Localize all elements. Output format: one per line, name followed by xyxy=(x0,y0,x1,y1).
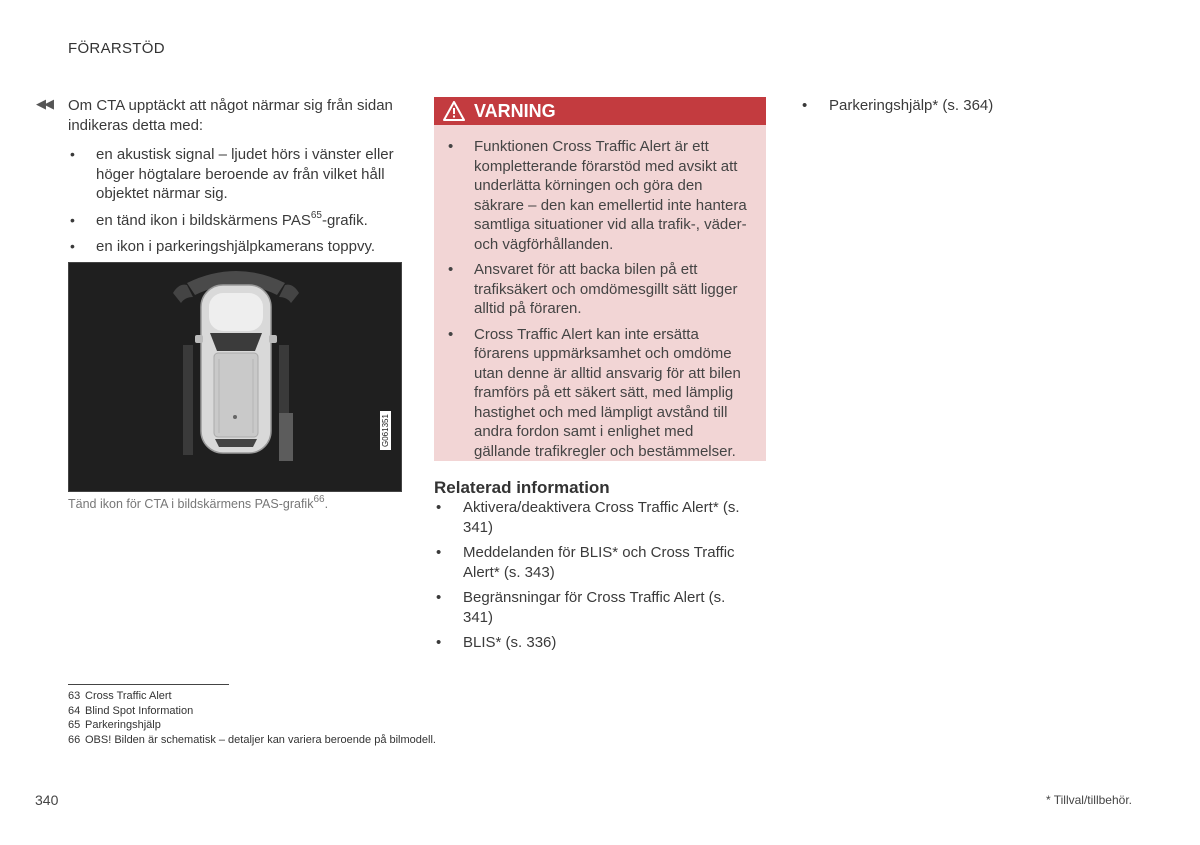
list-item: • en ikon i parkeringshjälpkamerans toppvy. xyxy=(70,238,376,255)
option-note: * Tillval/tillbehör. xyxy=(1045,793,1132,807)
footnote-ref: 66 xyxy=(313,493,325,505)
related-info-list xyxy=(434,498,754,659)
bullet-icon: • xyxy=(70,146,75,162)
car-top-view-icon xyxy=(69,263,402,492)
bullet-icon: • xyxy=(448,325,454,343)
intro-text: Om CTA upptäckt att något närmar sig från sidan indikeras detta med: xyxy=(68,97,393,134)
related-link[interactable]: • Meddelanden för BLIS* och Cross Traffic Alert* (s. 343) xyxy=(436,544,735,581)
image-id: G061351 xyxy=(380,411,391,450)
list-item: • Cross Traffic Alert kan inte ersätta förarens uppmärksamhet och omdöme utan denne är alltid ansvarig för att bilen framförs på ett säkert sätt, med lämplig hastighet och med lämpligt avstånd till andra fordon samt i enlighet med gällande trafikregler och bestämmelser. xyxy=(448,325,741,460)
related-link[interactable]: • Begränsningar för Cross Traffic Alert (s. 341) xyxy=(436,589,726,626)
warning-header xyxy=(434,97,766,125)
footnote-divider xyxy=(68,684,229,685)
column-1 xyxy=(68,96,404,264)
bullet-icon: • xyxy=(436,634,442,651)
footnote-ref: 65 xyxy=(310,209,322,221)
list-item: • Ansvaret för att backa bilen på ett trafiksäkert och omdömesgillt sätt ligger alltid på föraren. xyxy=(448,261,738,317)
warning-box xyxy=(434,97,766,461)
footnote: 64 Blind Spot Information xyxy=(68,704,194,717)
bullet-icon: • xyxy=(436,499,442,516)
list-item: • Funktionen Cross Traffic Alert är ett kompletterande förarstöd med avsikt att underlätta körningen och göra den säkrare – den kan emellertid inte hantera samtliga situationer vid alla trafik-, väder- och vägförhållanden. xyxy=(448,138,747,253)
related-info-heading: Relaterad information xyxy=(434,478,610,497)
bullet-icon: • xyxy=(70,238,75,254)
page-number: 340 xyxy=(35,792,59,808)
list-item: • en tänd ikon i bildskärmens PAS$^{65}$-grafik. xyxy=(70,209,368,229)
bullet-icon: • xyxy=(436,544,442,561)
warning-list xyxy=(434,125,766,461)
bullet-icon: • xyxy=(448,138,454,155)
bullet-icon: • xyxy=(448,261,454,278)
warning-triangle-icon xyxy=(443,101,465,121)
related-link[interactable]: • Parkeringshjälp* (s. 364) xyxy=(802,97,994,114)
footnote: 66 OBS! Bilden är schematisk – detaljer kan variera beroende på bilmodell. xyxy=(68,733,436,746)
indication-list xyxy=(68,145,404,257)
bullet-icon: • xyxy=(802,97,808,114)
figure-caption: Tänd ikon för CTA i bildskärmens PAS-grafik$^{66}$. xyxy=(68,493,329,511)
continuation-marker-icon: ◀◀ xyxy=(36,96,52,111)
related-info-list-continued xyxy=(800,96,1160,116)
related-link[interactable]: • Aktivera/deaktivera Cross Traffic Alert* (s. 341) xyxy=(436,499,740,536)
footnote: 63 Cross Traffic Alert xyxy=(68,690,172,702)
footnotes xyxy=(68,689,436,747)
warning-title: VARNING xyxy=(474,101,556,121)
bullet-icon: • xyxy=(70,211,75,228)
list-item: • en akustisk signal – ljudet hörs i vänster eller höger högtalare beroende av från vilket håll objektet närmar sig. xyxy=(70,146,394,202)
bullet-icon: • xyxy=(436,589,442,606)
section-title: FÖRARSTÖD xyxy=(68,40,165,57)
related-link[interactable]: • BLIS* (s. 336) xyxy=(436,634,557,651)
footnote: 65 Parkeringshjälp xyxy=(68,719,161,731)
pas-graphic-illustration xyxy=(68,262,402,492)
column-3 xyxy=(800,96,1160,116)
